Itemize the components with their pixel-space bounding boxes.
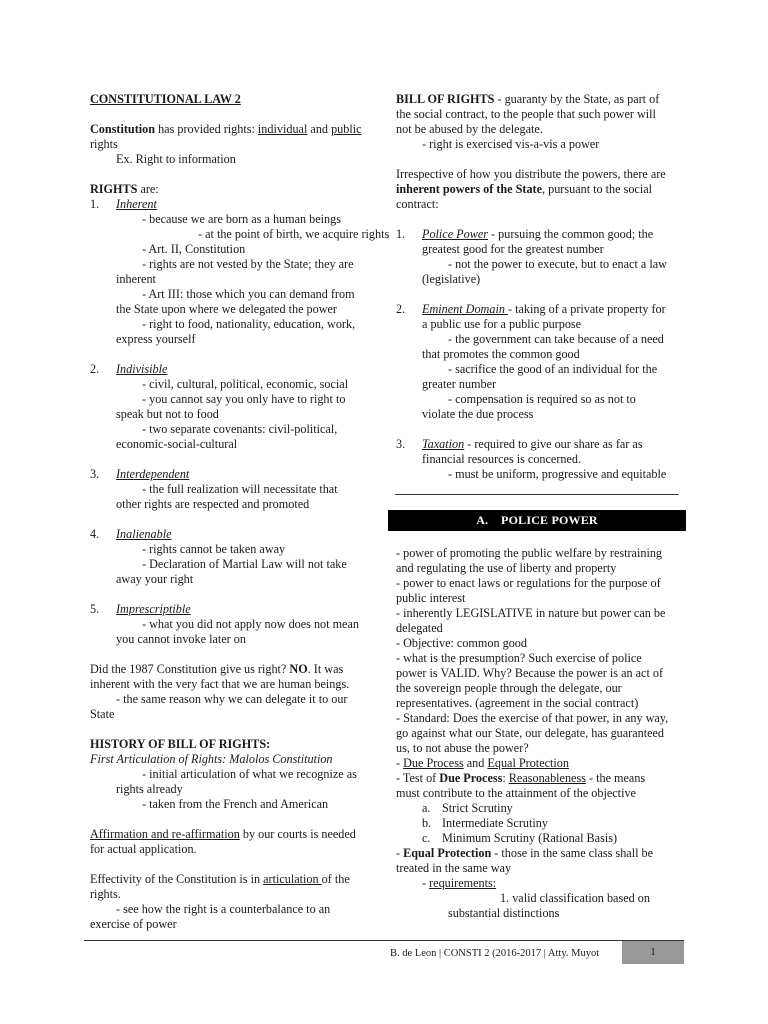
police-power-section (396, 546, 686, 921)
right-item-number: 4. (90, 527, 100, 541)
power-item-title: Taxation (422, 437, 465, 451)
power-item-line: greatest good for the greatest number (422, 242, 604, 256)
power-item-line: that promotes the common good (422, 347, 580, 361)
police-line: - inherently LEGISLATIVE in nature but power can be (396, 606, 666, 620)
test-text: - Test of (396, 771, 440, 785)
right-item-number: 1. (90, 197, 100, 211)
and-text: and (463, 756, 488, 770)
power-item-number: 1. (396, 227, 406, 241)
power-item-line: - must be uniform, progressive and equitable (448, 467, 667, 481)
right-item-number: 3. (90, 467, 100, 481)
right-item-line: other rights are respected and promoted (116, 497, 310, 511)
requirement-item: 1. valid classification based on (500, 891, 650, 905)
history-lines (90, 767, 372, 812)
right-item-title: Inherent (116, 197, 157, 211)
spacer (396, 287, 686, 302)
scrutiny-letter: b. (422, 816, 432, 830)
spacer (90, 587, 372, 602)
effectivity-text: Effectivity of the Constitution is in (90, 872, 264, 886)
scrutiny-item (396, 816, 686, 831)
scrutiny-text: Minimum Scrutiny (Rational Basis) (442, 831, 618, 845)
power-item-number: 3. (396, 437, 406, 451)
right-item-line: speak but not to food (116, 407, 219, 421)
affirmation-line (90, 827, 372, 842)
police-line: us, to not abuse the power? (396, 741, 529, 755)
test-rest: - the means (585, 771, 646, 785)
right-item-line: the State upon where we delegated the power (116, 302, 337, 316)
articulation-term: articulation (263, 872, 322, 886)
example-line: Ex. Right to information (116, 152, 236, 166)
rights-list (90, 197, 390, 662)
inherent-powers-bold: inherent powers of the State (396, 182, 543, 196)
right-item-title: Interdependent (116, 467, 190, 481)
police-line: - power to enact laws or regulations for the purpose of (396, 576, 661, 590)
spacer (90, 347, 372, 362)
irrespective-line2 (396, 182, 686, 197)
constitution-bold: Constitution (90, 122, 156, 136)
page-number: 1 (622, 941, 684, 964)
right-item-line: - right to food, nationality, education, work, (142, 317, 356, 331)
scrutiny-item (396, 801, 686, 816)
irrespective-line1: Irrespective of how you distribute the powers, there are (396, 167, 666, 181)
right-item-heading (90, 527, 372, 542)
power-item-line: greater number (422, 377, 497, 391)
right-item-line: - you cannot say you only have to right to (142, 392, 346, 406)
constitution-line (90, 122, 372, 137)
affirmation-term: Affirmation and re-affirmation (90, 827, 240, 841)
did-1987-text: Did the 1987 Constitution give us right? (90, 662, 290, 676)
bill-line4: - right is exercised vis-a-vis a power (422, 137, 600, 151)
bill-bold: BILL OF RIGHTS (396, 92, 495, 106)
effectivity-line4: exercise of power (90, 917, 177, 931)
due-process-bold: Due Process (439, 771, 503, 785)
affirmation-rest: by our courts is needed (239, 827, 356, 841)
power-item-desc: - required to give our share as far as (464, 437, 643, 451)
police-line: - Objective: common good (396, 636, 527, 650)
right-item-line: - because we are born as a human beings (142, 212, 341, 226)
bill-line (396, 92, 686, 107)
power-item-desc: - pursuing the common good; the (488, 227, 654, 241)
did-1987-line4: State (90, 707, 115, 721)
right-item-line: - rights are not vested by the State; they are (142, 257, 354, 271)
colon: : (502, 771, 509, 785)
constitution-text: has provided rights: (155, 122, 258, 136)
public-term: public (331, 122, 362, 136)
right-item-line: - civil, cultural, political, economic, social (142, 377, 349, 391)
right-item-heading (90, 602, 372, 617)
right-item-line: - Declaration of Martial Law will not take (142, 557, 347, 571)
power-item-line: - sacrifice the good of an individual for the (448, 362, 658, 376)
equal-protection-line (396, 846, 686, 861)
police-line: power is VALID. Why? Because the power is an act of (396, 666, 664, 680)
no-bold: NO (289, 662, 308, 676)
spacer (90, 512, 372, 527)
rights-heading (90, 182, 372, 197)
power-item-desc: - taking of a private property for (507, 302, 666, 316)
spacer (90, 452, 372, 467)
effectivity-line (90, 872, 372, 887)
police-line: go against what our State, our delegate, has guaranteed (396, 726, 665, 740)
power-item-number: 2. (396, 302, 406, 316)
section-divider (395, 494, 679, 495)
bill-line3: not be abused by the delegate. (396, 122, 543, 136)
footer-text: B. de Leon | CONSTI 2 (2016-2017 | Atty. Muyot (390, 948, 600, 959)
history-line: - taken from the French and American (142, 797, 329, 811)
right-item-line: you cannot invoke later on (116, 632, 246, 646)
right-item-number: 5. (90, 602, 100, 616)
equal-protection-rest: - those in the same class shall be (491, 846, 654, 860)
history-heading: HISTORY OF BILL OF RIGHTS: (90, 737, 271, 751)
equal-protection-bold: Equal Protection (403, 846, 492, 860)
scrutiny-list (396, 801, 686, 846)
right-item-line: express yourself (116, 332, 196, 346)
right-item-line: - Art III: those which you can demand from (142, 287, 355, 301)
affirmation-line2: for actual application. (90, 842, 197, 856)
power-item-heading (396, 227, 686, 242)
right-item-heading (90, 197, 372, 212)
scrutiny-item (396, 831, 686, 846)
requirement-item-cont: substantial distinctions (448, 906, 560, 920)
police-line: and regulating the use of liberty and property (396, 561, 617, 575)
right-item-line: - rights cannot be taken away (142, 542, 286, 556)
dash: - (422, 876, 430, 890)
right-item-line: - at the point of birth, we acquire rights (198, 227, 390, 241)
right-column (396, 92, 686, 482)
bill-rest: - guaranty by the State, as part of (494, 92, 660, 106)
effectivity-line3: - see how the right is a counterbalance to an (116, 902, 331, 916)
document-title: CONSTITUTIONAL LAW 2 (90, 92, 241, 106)
right-item-title: Inalienable (116, 527, 172, 541)
police-line: - Standard: Does the exercise of that power, in any way, (396, 711, 669, 725)
and-text: and (307, 122, 332, 136)
right-item-line: away your right (116, 572, 194, 586)
section-header-police-power: A. POLICE POWER (388, 510, 686, 531)
police-line: delegated (396, 621, 443, 635)
scrutiny-letter: a. (422, 801, 431, 815)
power-item-heading (396, 437, 686, 452)
right-item-line: - two separate covenants: civil-political, (142, 422, 338, 436)
power-item-line: financial resources is concerned. (422, 452, 582, 466)
test-due-process-line (396, 771, 686, 786)
footer-rule (84, 940, 684, 941)
did-1987-line (90, 662, 372, 677)
right-item-title: Indivisible (116, 362, 168, 376)
individual-term: individual (257, 122, 308, 136)
right-item-title: Imprescriptible (116, 602, 191, 616)
left-column (90, 92, 390, 932)
rights-bold: RIGHTS (90, 182, 138, 196)
police-line: - what is the presumption? Such exercise of police (396, 651, 642, 665)
rights-rest: are: (137, 182, 159, 196)
right-item-line: - Art. II, Constitution (142, 242, 246, 256)
history-line: - initial articulation of what we recognize as (142, 767, 357, 781)
bill-line2: the social contract, to the people that such power will (396, 107, 656, 121)
right-item-line: economic-social-cultural (116, 437, 238, 451)
irrespective-rest: , pursuant to the social (542, 182, 653, 196)
police-line: public interest (396, 591, 466, 605)
right-item-line: - the full realization will necessitate that (142, 482, 338, 496)
police-line: representatives. (agreement in the social contract) (396, 696, 639, 710)
right-item-number: 2. (90, 362, 100, 376)
constitution-continued: rights (90, 137, 118, 151)
scrutiny-text: Strict Scrutiny (442, 801, 513, 815)
power-item-title: Eminent Domain (422, 302, 508, 316)
power-item-line: - compensation is required so as not to (448, 392, 636, 406)
spacer (396, 422, 686, 437)
dash: - (396, 846, 404, 860)
power-item-line: (legislative) (422, 272, 481, 286)
dash: - (396, 756, 404, 770)
equal-protection-term: Equal Protection (487, 756, 569, 770)
history-italic: First Articulation of Rights: Malolos Constitution (90, 752, 333, 766)
power-item-title: Police Power (422, 227, 488, 241)
scrutiny-text: Intermediate Scrutiny (442, 816, 548, 830)
right-item-line: - what you did not apply now does not mean (142, 617, 359, 631)
did-1987-line2: inherent with the very fact that we are human beings. (90, 677, 350, 691)
effectivity-line2: rights. (90, 887, 121, 901)
due-process-equal-protection-line (396, 756, 686, 771)
power-item-line: - the government can take because of a need (448, 332, 664, 346)
power-item-line: - not the power to execute, but to enact a law (448, 257, 667, 271)
power-item-heading (396, 302, 686, 317)
powers-list (396, 227, 686, 482)
history-line: rights already (116, 782, 183, 796)
police-line: the sovereign people through the delegate, our (396, 681, 622, 695)
reasonableness-term: Reasonableness (508, 771, 586, 785)
did-1987-tail: . It was (307, 662, 344, 676)
police-line: must contribute to the attainment of the objective (396, 786, 636, 800)
right-item-line: inherent (116, 272, 156, 286)
scrutiny-letter: c. (422, 831, 431, 845)
did-1987-line3: - the same reason why we can delegate it to our (116, 692, 348, 706)
power-item-line: violate the due process (422, 407, 534, 421)
due-process-term: Due Process (403, 756, 464, 770)
right-item-heading (90, 362, 372, 377)
police-line: treated in the same way (396, 861, 512, 875)
requirements-term: requirements: (429, 876, 497, 890)
requirements-line (396, 876, 686, 891)
spacer (90, 647, 372, 662)
effectivity-tail: of the (321, 872, 350, 886)
right-item-heading (90, 467, 372, 482)
power-item-line: a public use for a public purpose (422, 317, 582, 331)
police-line: - power of promoting the public welfare by restraining (396, 546, 663, 560)
irrespective-line3: contract: (396, 197, 439, 211)
